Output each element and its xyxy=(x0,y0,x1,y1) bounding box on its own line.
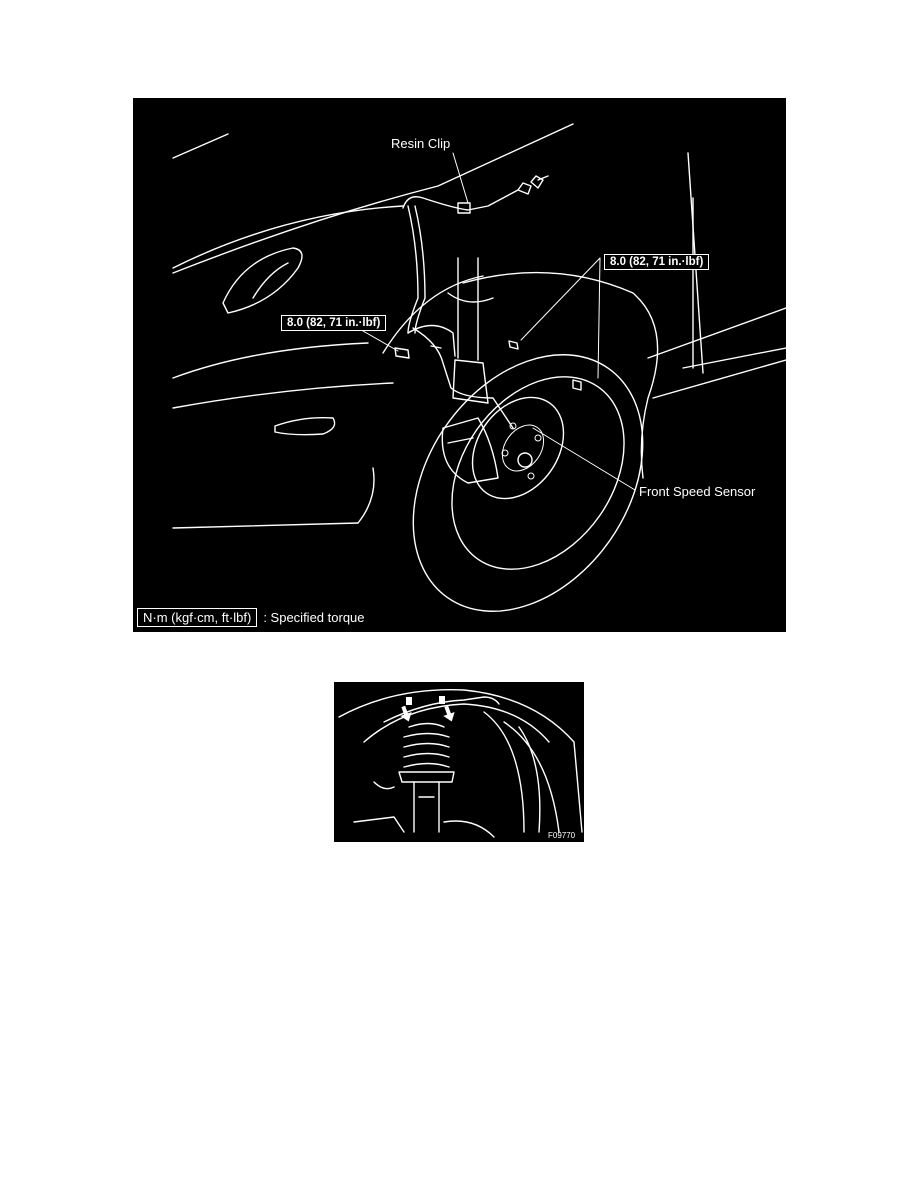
front-speed-sensor-label: Front Speed Sensor xyxy=(639,484,756,499)
strut-line-drawing xyxy=(334,682,584,842)
front-speed-sensor-diagram xyxy=(133,98,786,632)
torque-legend xyxy=(137,608,365,627)
torque-legend-text: : Specified torque xyxy=(263,610,365,625)
torque-units-box: N·m (kgf·cm, ft·lbf) xyxy=(137,608,257,627)
torque-label-right: 8.0 (82, 71 in.·lbf) xyxy=(604,254,709,270)
vehicle-line-drawing xyxy=(133,98,786,632)
figure-code: F09770 xyxy=(548,831,576,840)
strut-clip-diagram xyxy=(334,682,584,842)
resin-clip-label: Resin Clip xyxy=(391,136,451,151)
torque-label-left: 8.0 (82, 71 in.·lbf) xyxy=(281,315,386,331)
